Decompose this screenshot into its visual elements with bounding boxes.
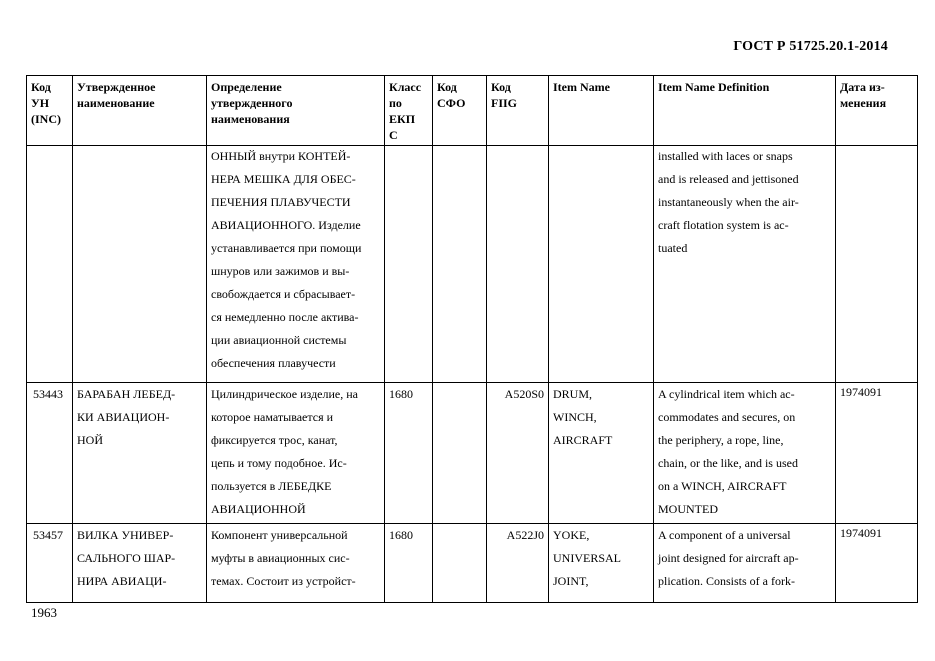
cell-definition-en: A cylindrical item which ac- commodates and secures, on the periphery, a rope, line, chain, or the like, and is used on a WINCH, AIRCRAFT MOUNTED xyxy=(654,383,836,524)
header-item-name: Item Name xyxy=(549,76,654,146)
cell-class: 1680 xyxy=(385,383,433,524)
page-number: 1963 xyxy=(31,605,57,620)
cell-item-name: DRUM, WINCH, AIRCRAFT xyxy=(549,383,654,524)
cell-approved-name xyxy=(73,146,207,383)
cell-fiig: A522J0 xyxy=(487,524,549,603)
cell-fiig xyxy=(487,146,549,383)
table-header-row xyxy=(27,76,918,146)
table-row xyxy=(27,383,918,524)
cell-sfo xyxy=(433,146,487,383)
cell-date: 1974091 xyxy=(836,383,918,524)
table-row xyxy=(27,146,918,383)
cell-date xyxy=(836,146,918,383)
header-approved-name: Утвержденное наименование xyxy=(73,76,207,146)
table-row xyxy=(27,524,918,603)
cell-definition-ru: Цилиндрическое изделие, на которое наматывается и фиксируется трос, канат, цепь и тому подобное. Ис- пользуется в ЛЕБЕДКЕ АВИАЦИОННОЙ xyxy=(207,383,385,524)
header-date: Дата из- менения xyxy=(836,76,918,146)
cell-date: 1974091 xyxy=(836,524,918,603)
header-sfo: Код СФО xyxy=(433,76,487,146)
header-inc: Код УН (INC) xyxy=(27,76,73,146)
cell-fiig: A520S0 xyxy=(487,383,549,524)
cell-class: 1680 xyxy=(385,524,433,603)
cell-inc: 53457 xyxy=(27,524,73,603)
document-standard-title: ГОСТ Р 51725.20.1-2014 xyxy=(733,39,888,54)
cell-item-name xyxy=(549,146,654,383)
cell-approved-name: ВИЛКА УНИВЕР- САЛЬНОГО ШАР- НИРА АВИАЦИ- xyxy=(73,524,207,603)
specification-table xyxy=(26,75,918,603)
cell-definition-en: A component of a universal joint designed for aircraft ap- plication. Consists of a fork- xyxy=(654,524,836,603)
cell-sfo xyxy=(433,383,487,524)
header-definition-en: Item Name Definition xyxy=(654,76,836,146)
cell-inc xyxy=(27,146,73,383)
header-class: Класс по ЕКП С xyxy=(385,76,433,146)
header-definition-ru: Определение утвержденного наименования xyxy=(207,76,385,146)
cell-definition-ru: Компонент универсальной муфты в авиационных сис- темах. Состоит из устройст- xyxy=(207,524,385,603)
cell-sfo xyxy=(433,524,487,603)
header-fiig: Код FIIG xyxy=(487,76,549,146)
cell-inc: 53443 xyxy=(27,383,73,524)
cell-definition-ru: ОННЫЙ внутри КОНТЕЙ- НЕРА МЕШКА ДЛЯ ОБЕС- ПЕЧЕНИЯ ПЛАВУЧЕСТИ АВИАЦИОННОГО. Изделие устанавливается при помощи шнуров или зажимов и вы- свобождается и сбрасывает- ся немедленно после актива- ции авиационной системы обеспечения плавучести xyxy=(207,146,385,383)
cell-class xyxy=(385,146,433,383)
cell-approved-name: БАРАБАН ЛЕБЕД- КИ АВИАЦИОН- НОЙ xyxy=(73,383,207,524)
cell-item-name: YOKE, UNIVERSAL JOINT, xyxy=(549,524,654,603)
cell-definition-en: installed with laces or snaps and is released and jettisoned instantaneously when the air- craft flotation system is ac- tuated xyxy=(654,146,836,383)
